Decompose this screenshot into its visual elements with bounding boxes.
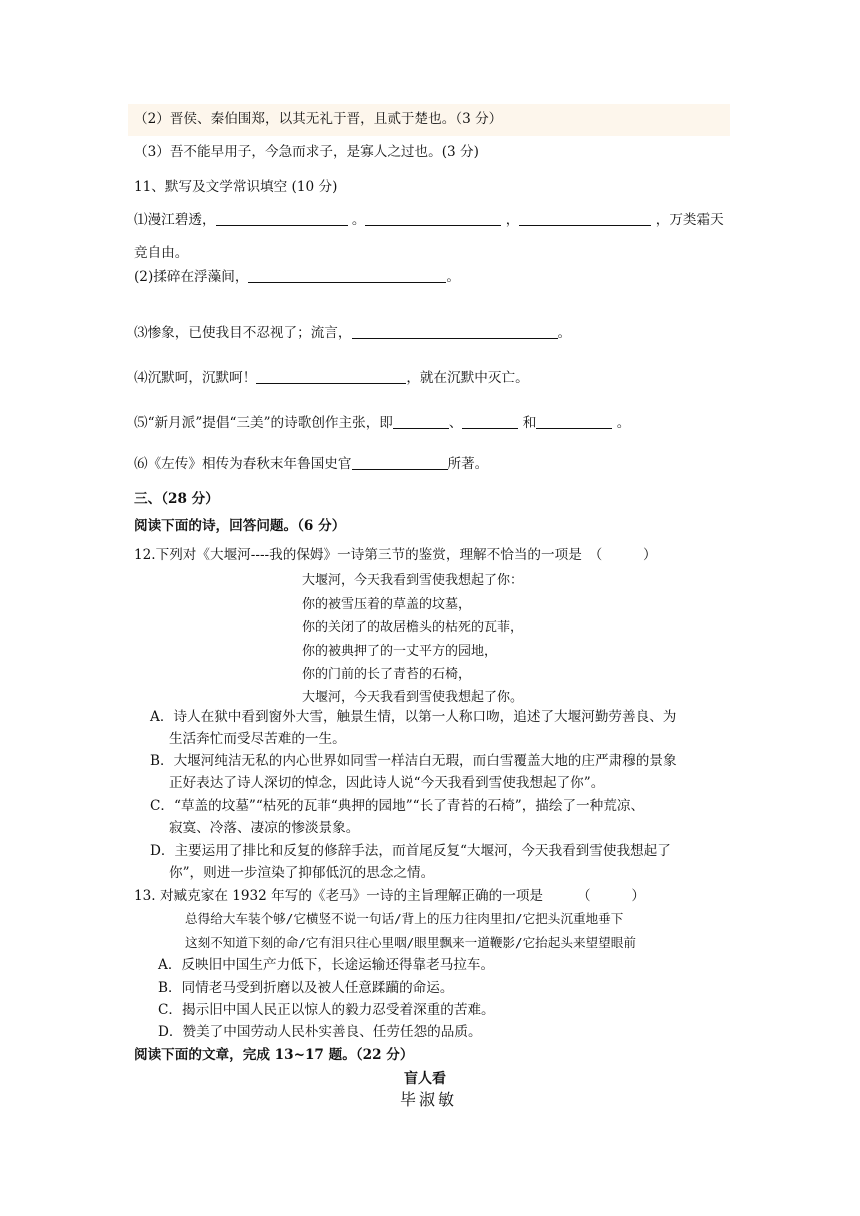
q13-option-b: B．同情老马受到折磨以及被人任意蹂躏的命运。 — [158, 980, 454, 996]
q10-item-3: （3）吾不能早用子，今急而求子，是寡人之过也。(3 分) — [134, 144, 479, 160]
q13-poem-line: 这刻不知道下刻的命/它有泪只往心里咽/眼里飘来一道鞭影/它抬起头来望望眼前 — [185, 935, 636, 950]
q11-line-1 — [134, 211, 724, 229]
q12-option-c: C．“草盖的坟墓”“枯死的瓦菲“典押的园地”“长了青苔的石椅”，描绘了一种荒凉、 — [150, 798, 645, 814]
q12-poem-line: 你的关闭了的故居檐头的枯死的瓦菲， — [302, 620, 524, 635]
q12-option-d-cont: 你”，则进一步渲染了抑郁低沉的思念之情。 — [169, 865, 435, 881]
q11-line-1-text-a: ⑴漫江碧透， — [134, 212, 216, 228]
q11-line-2-text-b: 。 — [446, 269, 461, 285]
q11-line-4-text-a: ⑷沉默呵，沉默呵！ — [134, 370, 257, 386]
q11-line-6-text-a: ⑹《左传》相传为春秋末年鲁国史官 — [134, 456, 352, 472]
q11-line-1-wrap: 竞自由。 — [134, 245, 189, 261]
fill-blank[interactable] — [352, 324, 558, 339]
q11-line-5-text-a: ⑸“新月派”提倡“三美”的诗歌创作主张，即 — [134, 415, 393, 431]
q12-poem-line: 大堰河，今天我看到雪使我想起了你： — [302, 573, 524, 588]
q12-poem-line: 你的被雪压着的草盖的坟墓， — [302, 597, 472, 612]
q11-line-6-text-b: 所著。 — [447, 456, 489, 472]
q11-line-5-text-c: 和 — [518, 415, 537, 431]
fill-blank[interactable] — [365, 211, 501, 226]
q12-option-c-cont: 寂寞、冷落、凄凉的惨淡景象。 — [169, 820, 360, 836]
q12-stem: 12.下列对《大堰河----我的保姆》一诗第三节的鉴赏，理解不恰当的一项是 （ ） — [134, 547, 657, 563]
q12-poem-line: 你的被典押了的一丈平方的园地， — [302, 644, 498, 659]
section-3-subheading: 阅读下面的诗，回答问题。（6 分） — [134, 518, 346, 534]
q11-line-3-text-b: 。 — [557, 325, 572, 341]
q12-option-d: D．主要运用了排比和反复的修辞手法，而首尾反复“大堰河，今天我看到雪使我想起了 — [150, 843, 671, 859]
article-author: 毕淑敏 — [400, 1090, 458, 1109]
fill-blank[interactable] — [519, 211, 651, 226]
q11-line-2 — [134, 268, 460, 286]
q12-option-b-cont: 正好表达了诗人深切的悼念，因此诗人说“今天我看到雪使我想起了你”。 — [169, 775, 605, 791]
fill-blank[interactable] — [256, 369, 406, 384]
q11-line-1-text-d: ，万类霜天 — [651, 212, 724, 228]
q13-stem: 13. 对臧克家在 1932 年写的《老马》一诗的主旨理解正确的一项是 （ ） — [134, 888, 645, 904]
q11-line-5-text-b: 、 — [448, 415, 463, 431]
section-3-heading: 三、（28 分） — [134, 491, 219, 507]
q12-option-a-cont: 生活奔忙而受尽苦难的一生。 — [169, 731, 346, 747]
q13-option-c: C．揭示旧中国人民正以惊人的毅力忍受着深重的苦难。 — [158, 1002, 495, 1018]
q11-line-5 — [134, 414, 630, 432]
q11-line-4-text-b: ，就在沉默中灭亡。 — [406, 370, 529, 386]
q12-option-a: A．诗人在狱中看到窗外大雪，触景生情，以第一人称口吻，追述了大堰河勤劳善良、为 — [150, 709, 677, 725]
fill-blank[interactable] — [462, 414, 518, 429]
q11-line-2-text-a: (2)揉碎在浮藻间， — [134, 269, 249, 285]
q11-line-3-text-a: ⑶惨象，已使我目不忍视了；流言， — [134, 325, 352, 341]
fill-blank[interactable] — [352, 455, 448, 470]
fill-blank[interactable] — [216, 211, 348, 226]
q11-line-1-text-c: ， — [501, 212, 520, 228]
q11-line-4 — [134, 369, 529, 387]
q11-line-1-text-b: 。 — [347, 212, 366, 228]
reading-heading: 阅读下面的文章，完成 13~17 题。（22 分） — [134, 1047, 414, 1063]
q13-option-d: D．赞美了中国劳动人民朴实善良、任劳任怨的品质。 — [158, 1024, 482, 1040]
q11-line-6 — [134, 455, 488, 473]
fill-blank[interactable] — [248, 268, 446, 283]
fill-blank[interactable] — [393, 414, 449, 429]
q10-item-2: （2）晋侯、秦伯围郑，以其无礼于晋，且贰于楚也。（3 分） — [134, 111, 503, 127]
q11-heading: 11、默写及文学常识填空 (10 分) — [134, 179, 338, 195]
q13-poem-line: 总得给大车装个够/它横竖不说一句话/背上的压力往肉里扣/它把头沉重地垂下 — [185, 911, 624, 926]
q12-poem-line: 大堰河，今天我看到雪使我想起了你。 — [302, 690, 524, 705]
q12-option-b: B．大堰河纯洁无私的内心世界如同雪一样洁白无瑕，而白雪覆盖大地的庄严肃穆的景象 — [150, 753, 677, 769]
q11-line-3 — [134, 324, 571, 342]
article-title: 盲人看 — [404, 1071, 446, 1087]
q13-option-a: A．反映旧中国生产力低下，长途运输还得靠老马拉车。 — [158, 957, 495, 973]
fill-blank[interactable] — [536, 414, 612, 429]
q12-poem-line: 你的门前的长了青苔的石椅， — [302, 667, 472, 682]
q11-line-5-text-d: 。 — [612, 415, 631, 431]
